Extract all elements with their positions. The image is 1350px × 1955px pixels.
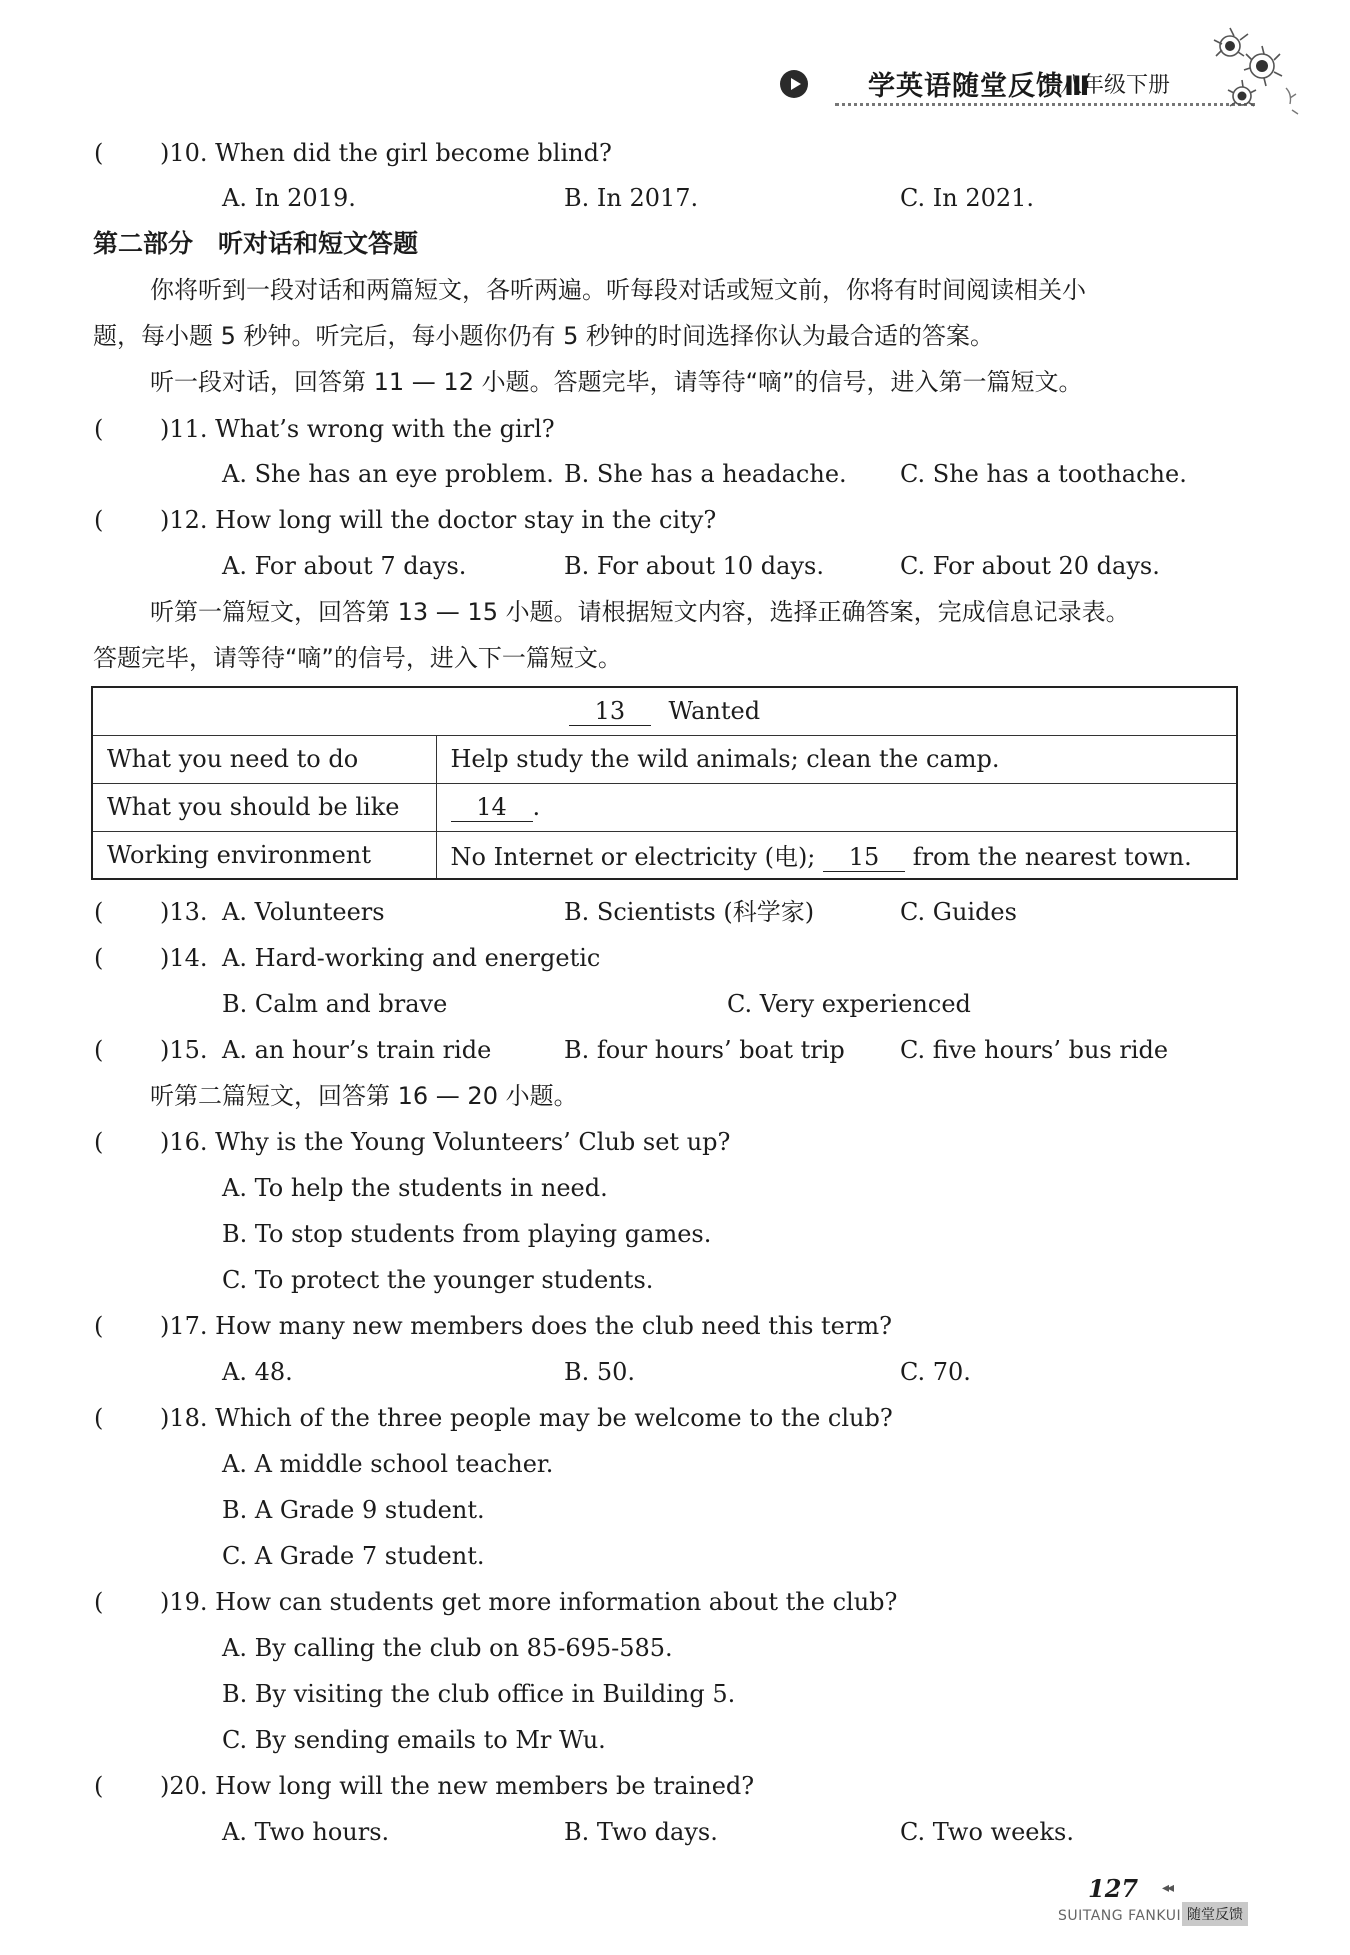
question-text: Which of the three people may be welcome to the club?: [215, 1404, 893, 1432]
instruction-line: 听第一篇短文，回答第 13 — 15 小题。请根据短文内容，选择正确答案，完成信息记录表。: [150, 598, 1130, 626]
table-caption-row: [92, 687, 1237, 735]
option-b: B. Two days.: [564, 1818, 718, 1846]
option-b: B. She has a headache.: [564, 460, 847, 488]
answer-paren[interactable]: (: [94, 1036, 104, 1064]
blank-13[interactable]: 13: [569, 697, 651, 726]
question-13-number: )13.: [160, 898, 208, 926]
footer-badge: 随堂反馈: [1182, 1902, 1248, 1926]
question-text: How many new members does the club need this term?: [215, 1312, 892, 1340]
question-20: [160, 1770, 754, 1802]
table-caption: [92, 687, 1237, 735]
option-b: B. four hours’ boat trip: [564, 1036, 845, 1064]
table-row: [92, 831, 1237, 879]
row-label: What you should be like: [92, 783, 436, 831]
page-header: [0, 0, 1350, 125]
book-title: 学英语随堂反馈Ⅲ: [868, 71, 1091, 102]
option-a: A. By calling the club on 85-695-585.: [222, 1634, 673, 1662]
question-11: [160, 413, 555, 445]
question-text: How long will the new members be trained?: [215, 1772, 755, 1800]
question-10: [160, 137, 612, 169]
play-icon: [780, 70, 808, 98]
option-a: A. To help the students in need.: [222, 1174, 608, 1202]
question-number: )20.: [160, 1772, 208, 1800]
question-number: )10.: [160, 139, 208, 167]
question-text: How can students get more information about the club?: [215, 1588, 898, 1616]
question-12: [160, 504, 716, 536]
question-17: [160, 1310, 892, 1342]
caption-word: Wanted: [668, 696, 761, 725]
instruction-line: 听第二篇短文，回答第 16 — 20 小题。: [150, 1082, 578, 1110]
option-c: C. She has a toothache.: [900, 460, 1187, 488]
blank-14[interactable]: 14: [451, 793, 533, 822]
question-text: What’s wrong with the girl?: [215, 415, 555, 443]
option-c: C. To protect the younger students.: [222, 1266, 654, 1294]
table-row: [92, 735, 1237, 783]
option-b: B. By visiting the club office in Building 5.: [222, 1680, 736, 1708]
option-a: A. For about 7 days.: [222, 552, 467, 580]
option-b: B. 50.: [564, 1358, 636, 1386]
double-arrow-left-icon: ◂◂: [1162, 1880, 1173, 1896]
option-a: A. Two hours.: [222, 1818, 390, 1846]
question-text: How long will the doctor stay in the city?: [215, 506, 717, 534]
info-record-table: [91, 686, 1238, 880]
footer-brand: SUITANG FANKUI: [1058, 1908, 1182, 1924]
answer-paren[interactable]: (: [94, 506, 104, 534]
question-text: Why is the Young Volunteers’ Club set up?: [215, 1128, 731, 1156]
option-b: B. For about 10 days.: [564, 552, 824, 580]
option-a: A. A middle school teacher.: [222, 1450, 554, 1478]
question-18: [160, 1402, 893, 1434]
option-b: B. In 2017.: [564, 184, 699, 212]
question-text: When did the girl become blind?: [215, 139, 612, 167]
row-value: [436, 831, 1237, 879]
option-c: C. A Grade 7 student.: [222, 1542, 485, 1570]
question-19: [160, 1586, 897, 1618]
option-a: A. She has an eye problem.: [222, 460, 554, 488]
answer-paren[interactable]: (: [94, 1312, 104, 1340]
option-c: C. In 2021.: [900, 184, 1035, 212]
answer-paren[interactable]: (: [94, 139, 104, 167]
book-subtitle: 八年级下册: [1060, 73, 1171, 98]
question-number: )19.: [160, 1588, 208, 1616]
question-16: [160, 1126, 730, 1158]
option-a: A. Volunteers: [222, 898, 385, 926]
row-label: Working environment: [92, 831, 436, 879]
row-value-after: .: [532, 792, 541, 821]
header-divider: [835, 103, 1255, 106]
answer-paren[interactable]: (: [94, 1588, 104, 1616]
option-c: C. Very experienced: [727, 990, 971, 1018]
option-b: B. To stop students from playing games.: [222, 1220, 712, 1248]
answer-paren[interactable]: (: [94, 898, 104, 926]
option-c: C. Guides: [900, 898, 1017, 926]
option-c: C. For about 20 days.: [900, 552, 1160, 580]
option-b: B. Scientists (科学家): [564, 898, 815, 926]
option-a: A. In 2019.: [222, 184, 356, 212]
question-number: )17.: [160, 1312, 208, 1340]
sunflower-decoration-icon: [1200, 18, 1310, 128]
row-value-before: No Internet or electricity (电);: [450, 843, 816, 872]
option-c: C. five hours’ bus ride: [900, 1036, 1169, 1064]
answer-paren[interactable]: (: [94, 1772, 104, 1800]
row-value: [436, 783, 1237, 831]
question-14-number: )14.: [160, 944, 208, 972]
question-15-number: )15.: [160, 1036, 208, 1064]
answer-paren[interactable]: (: [94, 944, 104, 972]
answer-paren[interactable]: (: [94, 1128, 104, 1156]
instruction-line: 听一段对话，回答第 11 — 12 小题。答题完毕，请等待“嘀”的信号，进入第一篇短文。: [150, 368, 1083, 396]
option-c: C. Two weeks.: [900, 1818, 1074, 1846]
question-number: )12.: [160, 506, 208, 534]
option-a: A. an hour’s train ride: [222, 1036, 492, 1064]
section-title: 第二部分 听对话和短文答题: [93, 229, 419, 258]
answer-paren[interactable]: (: [94, 1404, 104, 1432]
row-value-after: from the nearest town.: [912, 843, 1192, 872]
row-value: Help study the wild animals; clean the camp.: [436, 735, 1237, 783]
instruction-line: 题，每小题 5 秒钟。听完后，每小题你仍有 5 秒钟的时间选择你认为最合适的答案。: [93, 322, 995, 350]
option-b: B. A Grade 9 student.: [222, 1496, 485, 1524]
question-number: )11.: [160, 415, 208, 443]
question-number: )18.: [160, 1404, 208, 1432]
option-a: A. 48.: [222, 1358, 293, 1386]
instruction-line: 答题完毕，请等待“嘀”的信号，进入下一篇短文。: [93, 644, 622, 672]
blank-15[interactable]: 15: [823, 843, 905, 872]
question-number: )16.: [160, 1128, 208, 1156]
instruction-line: 你将听到一段对话和两篇短文，各听两遍。听每段对话或短文前，你将有时间阅读相关小: [150, 276, 1086, 304]
option-a: A. Hard-working and energetic: [222, 944, 601, 972]
option-c: C. 70.: [900, 1358, 971, 1386]
page-number: 127: [1088, 1874, 1139, 1903]
row-label: What you need to do: [92, 735, 436, 783]
option-b: B. Calm and brave: [222, 990, 448, 1018]
answer-paren[interactable]: (: [94, 415, 104, 443]
table-row: [92, 783, 1237, 831]
option-c: C. By sending emails to Mr Wu.: [222, 1726, 606, 1754]
